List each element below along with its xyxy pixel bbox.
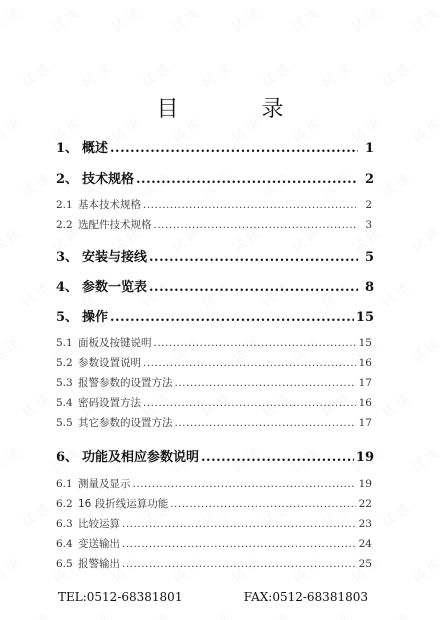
toc-number: 6.2: [56, 498, 73, 510]
toc-entry[interactable]: [56, 306, 374, 325]
watermark-text: [377, 168, 413, 201]
toc-label: 操作: [82, 310, 109, 325]
watermark-text: [257, 58, 293, 91]
toc-page: 23: [358, 518, 372, 530]
fax-number: FAX:0512-68381803: [243, 590, 368, 604]
watermark-text: [0, 333, 23, 366]
toc-number: 2.1: [56, 199, 73, 211]
toc-entry[interactable]: [56, 536, 372, 551]
toc-page: 16: [358, 397, 372, 409]
toc-entry[interactable]: [56, 355, 372, 370]
toc-number: 4、: [56, 280, 79, 295]
toc-leader: [143, 397, 356, 409]
watermark-text: [0, 443, 23, 476]
watermark-text: [47, 3, 83, 36]
contact-footer: [58, 590, 368, 604]
toc-page: 2: [364, 172, 374, 187]
toc-number: 5.5: [56, 417, 73, 429]
toc-label: 16 段折线运算功能: [78, 498, 169, 510]
toc-leader: [170, 498, 356, 510]
toc-label: 基本技术规格: [78, 199, 141, 211]
watermark-text: [17, 388, 53, 421]
watermark-text: [17, 278, 53, 311]
toc-entry[interactable]: [56, 197, 372, 212]
toc-leader: [110, 141, 358, 156]
watermark-text: [17, 168, 53, 201]
toc-leader: [154, 219, 357, 231]
toc-leader: [122, 558, 356, 570]
watermark-text: [377, 498, 413, 531]
watermark-text: [377, 278, 413, 311]
toc-leader: [136, 172, 358, 187]
toc-page: 1: [364, 141, 374, 156]
toc-label: 概述: [82, 141, 109, 156]
watermark-text: [407, 223, 440, 256]
watermark-text: [317, 608, 353, 620]
toc-entry[interactable]: [56, 375, 372, 390]
toc-leader: [149, 280, 358, 295]
toc-leader: [122, 538, 356, 550]
watermark-text: [347, 3, 383, 36]
toc-page: 3: [365, 219, 372, 231]
watermark-text: [317, 58, 353, 91]
toc-entry[interactable]: [56, 516, 372, 531]
toc-entry[interactable]: [56, 446, 374, 465]
watermark-text: [377, 608, 413, 620]
toc-entry[interactable]: [56, 168, 374, 187]
toc-number: 6.4: [56, 538, 73, 550]
watermark-text: [17, 58, 53, 91]
watermark-text: [137, 608, 173, 620]
toc-number: 6.5: [56, 558, 73, 570]
watermark-text: [0, 3, 23, 36]
toc-entry[interactable]: [56, 276, 374, 295]
watermark-text: [0, 553, 23, 586]
toc-number: 3、: [56, 250, 79, 265]
toc-entry[interactable]: [56, 335, 372, 350]
watermark-text: [0, 223, 23, 256]
watermark-text: [17, 608, 53, 620]
toc-entry[interactable]: [56, 415, 372, 430]
toc-leader: [175, 377, 357, 389]
toc-number: 2、: [56, 172, 79, 187]
watermark-text: [407, 443, 440, 476]
toc-label: 参数一览表: [82, 280, 148, 295]
toc-leader: [149, 250, 358, 265]
watermark-text: [77, 608, 113, 620]
toc-page: 19: [355, 450, 374, 465]
toc-page: 19: [358, 478, 372, 490]
toc-number: 5.3: [56, 377, 73, 389]
toc-page: 2: [365, 199, 372, 211]
toc-number: 5、: [56, 310, 79, 325]
toc-label: 选配件技术规格: [78, 219, 152, 231]
toc-entry[interactable]: [56, 137, 374, 156]
toc-entry[interactable]: [56, 496, 372, 511]
toc-label: 功能及相应参数说明: [82, 450, 200, 465]
watermark-text: [167, 3, 203, 36]
toc-label: 安装与接线: [82, 250, 148, 265]
toc-page: 5: [364, 250, 374, 265]
toc-leader: [175, 417, 357, 429]
toc-label: 变送输出: [78, 538, 120, 550]
page-title: 目 录: [156, 97, 322, 122]
watermark-text: [257, 608, 293, 620]
toc-number: 5.2: [56, 357, 73, 369]
watermark-text: [407, 333, 440, 366]
toc-entry[interactable]: [56, 246, 374, 265]
toc-entry[interactable]: [56, 476, 372, 491]
toc-page: 17: [358, 417, 372, 429]
toc-page: 8: [364, 280, 374, 295]
watermark-text: [137, 58, 173, 91]
watermark-text: [197, 608, 233, 620]
toc-leader: [133, 478, 357, 490]
toc-label: 报警参数的设置方法: [78, 377, 173, 389]
toc-leader: [154, 337, 357, 349]
watermark-text: [107, 3, 143, 36]
toc-page: 24: [358, 538, 372, 550]
toc-number: 2.2: [56, 219, 73, 231]
toc-label: 报警输出: [78, 558, 120, 570]
toc-label: 参数设置说明: [78, 357, 141, 369]
toc-number: 5.1: [56, 337, 73, 349]
toc-page: 17: [358, 377, 372, 389]
phone-number: TEL:0512-68381801: [58, 590, 183, 604]
toc-page: 25: [358, 558, 372, 570]
toc-entry[interactable]: [56, 556, 372, 571]
watermark-text: [287, 3, 323, 36]
watermark-text: [17, 498, 53, 531]
toc-number: 6.3: [56, 518, 73, 530]
toc-number: 5.4: [56, 397, 73, 409]
toc-entry[interactable]: [56, 217, 372, 232]
toc-leader: [110, 310, 354, 325]
watermark-text: [377, 388, 413, 421]
toc-label: 测量及显示: [78, 478, 131, 490]
toc-leader: [122, 518, 356, 530]
toc-entry[interactable]: [56, 395, 372, 410]
watermark-text: [407, 553, 440, 586]
toc-page: 16: [358, 357, 372, 369]
toc-page: 15: [358, 337, 372, 349]
toc-label: 其它参数的设置方法: [78, 417, 173, 429]
toc-leader: [201, 450, 354, 465]
watermark-text: [227, 3, 263, 36]
watermark-text: [407, 3, 440, 36]
toc-number: 6、: [56, 450, 79, 465]
toc-number: 1、: [56, 141, 79, 156]
toc-label: 技术规格: [82, 172, 135, 187]
toc-leader: [143, 357, 356, 369]
watermark-text: [377, 58, 413, 91]
toc-page: 15: [355, 310, 374, 325]
toc-label: 比较运算: [78, 518, 120, 530]
toc-leader: [143, 199, 356, 211]
toc-page: 22: [358, 498, 372, 510]
watermark-text: [197, 58, 233, 91]
watermark-text: [77, 58, 113, 91]
toc-number: 6.1: [56, 478, 73, 490]
toc-label: 密码设置方法: [78, 397, 141, 409]
toc-label: 面板及按键说明: [78, 337, 152, 349]
